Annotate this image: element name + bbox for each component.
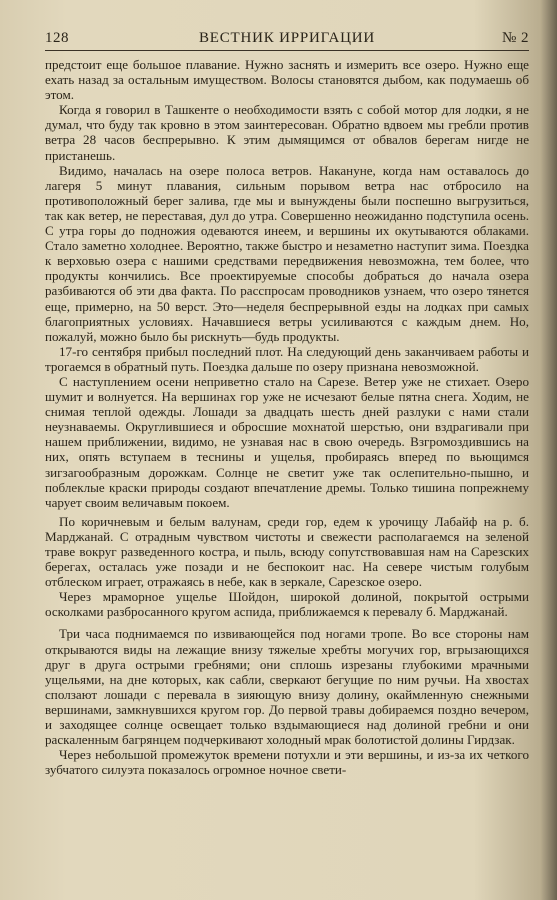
paragraph: Три часа поднимаемся по извивающейся под ногами тропе. Во все стороны нам открываются виды на лежащие внизу тяжелые хребты могучих гор, вгрызающихся друг в друга острыми гребнями; они сплошь изрезаны глубокими мрачными ущельями, на дне которых, как сабли, сверкают бегущие по ним ручьи. На хвостах сползают лошади с перевала в зияющую внизу долину, окаймленную снежными вершинами, замкнувшихся кругом гор. До первой травы добираемся поздно вечером, и заходящее солнце освещает только вздымающиеся над долиной гребни и они раскаленным багрянцем подчеркивают холодный мрак болотистой долины Гирдзак. bbox=[45, 626, 529, 748]
journal-title: ВЕСТНИК ИРРИГАЦИИ bbox=[198, 30, 376, 46]
issue-number: № 2 bbox=[501, 30, 529, 46]
paragraph: Когда я говорил в Ташкенте о необходимости взять с собой мотор для лодки, я не думал, что буду так кровно в этом заинтересован. Обратно вдвоем мы гребли против ветра 28 часов беспрерывно. К этим дымящимся от обвалов берегам нигде не пристанешь. bbox=[45, 102, 529, 163]
paragraph: 17-го сентября прибыл последний плот. На следующий день заканчиваем работы и трогаемся в обратный путь. Поездка дальше по озеру признана невозможной. bbox=[45, 343, 529, 374]
paragraph: Через мраморное ущелье Шойдон, широкой долиной, покрытой острыми осколками разбросанного кругом аспида, приближаемся к перевалу б. Марджанай. bbox=[45, 589, 529, 620]
paragraph: Видимо, началась на озере полоса ветров. Накануне, когда нам оставалось до лагеря 5 минут плавания, сильным порывом ветра нас отбросило на противоположный берег залива, где мы и вынуждены были поспешно выгрузиться, так как ветер, не переставая, дул до утра. Совершенно неожиданно подступила осень. С утра горы до подножия одеваются инеем, и вершины их окутываются облаками. Стало заметно холоднее. Вероятно, также быстро и незаметно наступит зима. Поездка к верховью озера с нашими средствами передвижения невозможна, тем более, что продукты кончились. Все проектируемые способы добраться до начала озера разбиваются об эти два факта. По расспросам проводников узнаем, что озеро тянется еще, примерно, на 50 верст. Это—неделя беспрерывной езды на лодках при самых благоприятных условиях. Начавшиеся ветры усиливаются с каждым днем. Но, пожалуй, можно было бы рискнуть—будь продукты. bbox=[45, 162, 529, 344]
paragraph: предстоит еще большое плавание. Нужно заснять и измерить все озеро. Нужно еще ехать назад за остальным имуществом. Волосы становятся дыбом, как подумаешь об этом. bbox=[45, 57, 529, 103]
page-header bbox=[45, 30, 529, 51]
article-body bbox=[45, 57, 529, 777]
paragraph: С наступлением осени неприветно стало на Сарезе. Ветер уже не стихает. Озеро шумит и волнуется. На вершинах гор уже не исчезают белые пятна снега. Ходим, не снимая теплой одежды. Лошади за двадцать шесть дней разлуки с нами стали неузнаваемы. Округлившиеся и обросшие мохнатой шерстью, они вздрагивали при нашем приближении, видимо, не узнавая нас в свою очередь. Взгромоздившись на них, опять вступаем в теснины и ущелья, пробираясь вперед по вьющимся зигзагообразным дорожкам. Солнце не светит уже так ослепительно-пышно, и поблеклые краски природы создают впечатление дремы. Только тишина попрежнему чарует своим величавым покоем. bbox=[45, 373, 529, 510]
paragraph: По коричневым и белым валунам, среди гор, едем к урочищу Лабайф на р. б. Марджанай. С отрадным чувством чистоты и свежести располагаемся на зеленой траве вокруг разведенного костра, и пыль, всюду сопутствовавшая нам на Сарезских берегах, осталась уже позади и не беспокоит нас. На севере чистым голубым отблеском играет, отражаясь в небе, как в зеркале, Сарезское озеро. bbox=[45, 513, 529, 590]
paragraph: Через небольшой промежуток времени потухли и эти вершины, и из-за их четкого зубчатого силуэта показалось огромное ночное свети- bbox=[45, 747, 529, 778]
page-number: 128 bbox=[45, 30, 69, 46]
